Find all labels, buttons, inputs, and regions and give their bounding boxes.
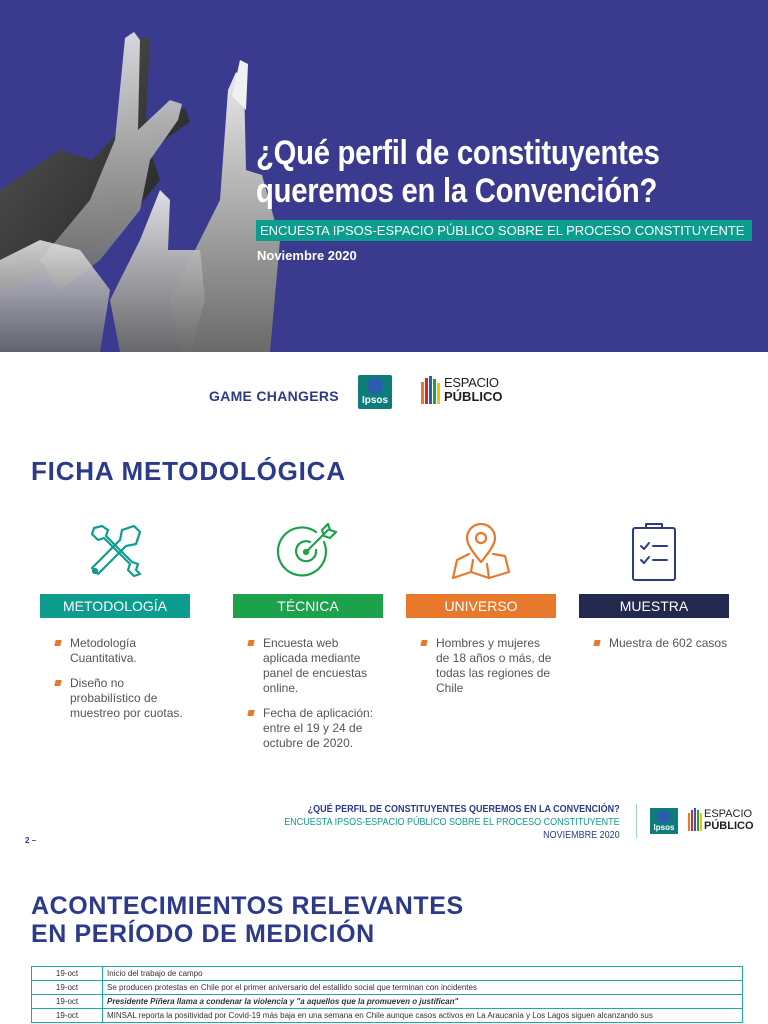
bullets-universo (406, 636, 556, 696)
ficha-title: FICHA METODOLÓGICA (31, 456, 346, 486)
footer-ipsos-logo (650, 808, 678, 834)
label-universo: UNIVERSO (406, 594, 556, 618)
tools-icon (84, 520, 146, 582)
hero-title-line1: ¿Qué perfil de constituyentes (256, 134, 660, 172)
table-row (32, 995, 743, 1009)
bullets-metodologia (40, 636, 190, 721)
footer-line1: ¿QUÉ PERFIL DE CONSTITUYENTES QUEREMOS EN LA CONVENCIÓN? (307, 804, 620, 815)
table-row (32, 967, 743, 981)
page-footer (0, 800, 768, 850)
bullets-tecnica (233, 636, 383, 751)
acontecimientos-title (31, 892, 464, 948)
footer-line2: ENCUESTA IPSOS-ESPACIO PÚBLICO SOBRE EL PROCESO CONSTITUYENTE (284, 817, 620, 828)
events-table (31, 966, 743, 1023)
label-muestra: MUESTRA (579, 594, 729, 618)
acontecimientos-title-line1: ACONTECIMIENTOS RELEVANTES (31, 892, 464, 920)
hero-subtitle: ENCUESTA IPSOS-ESPACIO PÚBLICO SOBRE EL PROCESO CONSTITUYENTE (256, 220, 752, 241)
event-date: 19-oct (32, 995, 103, 1009)
footer-ipsos-text: Ipsos (653, 823, 675, 832)
footer-espacio-line2: PÚBLICO (704, 820, 754, 832)
ficha-column-metodologia (40, 520, 190, 731)
label-tecnica: TÉCNICA (233, 594, 383, 618)
event-date: 19-oct (32, 981, 103, 995)
clipboard-checklist-icon (629, 520, 679, 582)
event-description: Inicio del trabajo de campo (103, 967, 743, 981)
table-row (32, 1009, 743, 1023)
hero-date: Noviembre 2020 (257, 248, 357, 263)
footer-divider (636, 804, 637, 838)
list-item: Diseño no probabilístico de muestreo por cuotas. (40, 676, 190, 721)
logos-row (0, 372, 768, 412)
hero-title-line2: queremos en la Convención? (256, 172, 658, 210)
hero-title (256, 134, 660, 210)
target-icon (276, 520, 340, 582)
event-description: MINSAL reporta la positividad por Covid-19 más baja en una semana en Chile aunque casos activos en La Araucanía y Los Lagos siguen alcanzando sus (103, 1009, 743, 1023)
espacio-publico-mark-icon (420, 376, 442, 406)
acontecimientos-title-line2: EN PERÍODO DE MEDICIÓN (31, 920, 375, 948)
event-date: 19-oct (32, 967, 103, 981)
list-item: Fecha de aplicación: entre el 19 y 24 de octubre de 2020. (233, 706, 383, 751)
espacio-logo-line1: ESPACIO (444, 375, 499, 390)
list-item: Encuesta web aplicada mediante panel de encuestas online. (233, 636, 383, 696)
label-metodologia: METODOLOGÍA (40, 594, 190, 618)
event-date: 19-oct (32, 1009, 103, 1023)
raised-hands-illustration (0, 0, 300, 352)
ficha-column-universo (406, 520, 556, 706)
table-row (32, 981, 743, 995)
hero-banner (0, 0, 768, 352)
footer-espacio-line1: ESPACIO (704, 808, 753, 820)
event-description: Se producen protestas en Chile por el primer aniversario del estallido social que terminan con incidentes (103, 981, 743, 995)
espacio-publico-mark-icon (688, 808, 702, 832)
list-item: Metodología Cuantitativa. (40, 636, 190, 666)
ipsos-logo (358, 375, 392, 409)
event-description: Presidente Piñera llama a condenar la violencia y "a aquellos que la promueven o justifican" (103, 995, 743, 1009)
list-item: Muestra de 602 casos (579, 636, 729, 651)
ipsos-logo-text: Ipsos (361, 395, 389, 406)
map-pin-icon (449, 520, 513, 582)
footer-espacio-publico-logo (688, 808, 754, 837)
espacio-publico-logo (420, 375, 503, 411)
list-item: Hombres y mujeres de 18 años o más, de todas las regiones de Chile (406, 636, 556, 696)
bullets-muestra (579, 636, 729, 651)
page-number: 2 – (25, 836, 37, 845)
footer-line3: NOVIEMBRE 2020 (543, 830, 620, 841)
ficha-column-tecnica (233, 520, 383, 761)
espacio-logo-line2: PÚBLICO (444, 389, 503, 404)
game-changers-tagline: GAME CHANGERS (209, 388, 339, 404)
ficha-column-muestra (579, 520, 729, 661)
